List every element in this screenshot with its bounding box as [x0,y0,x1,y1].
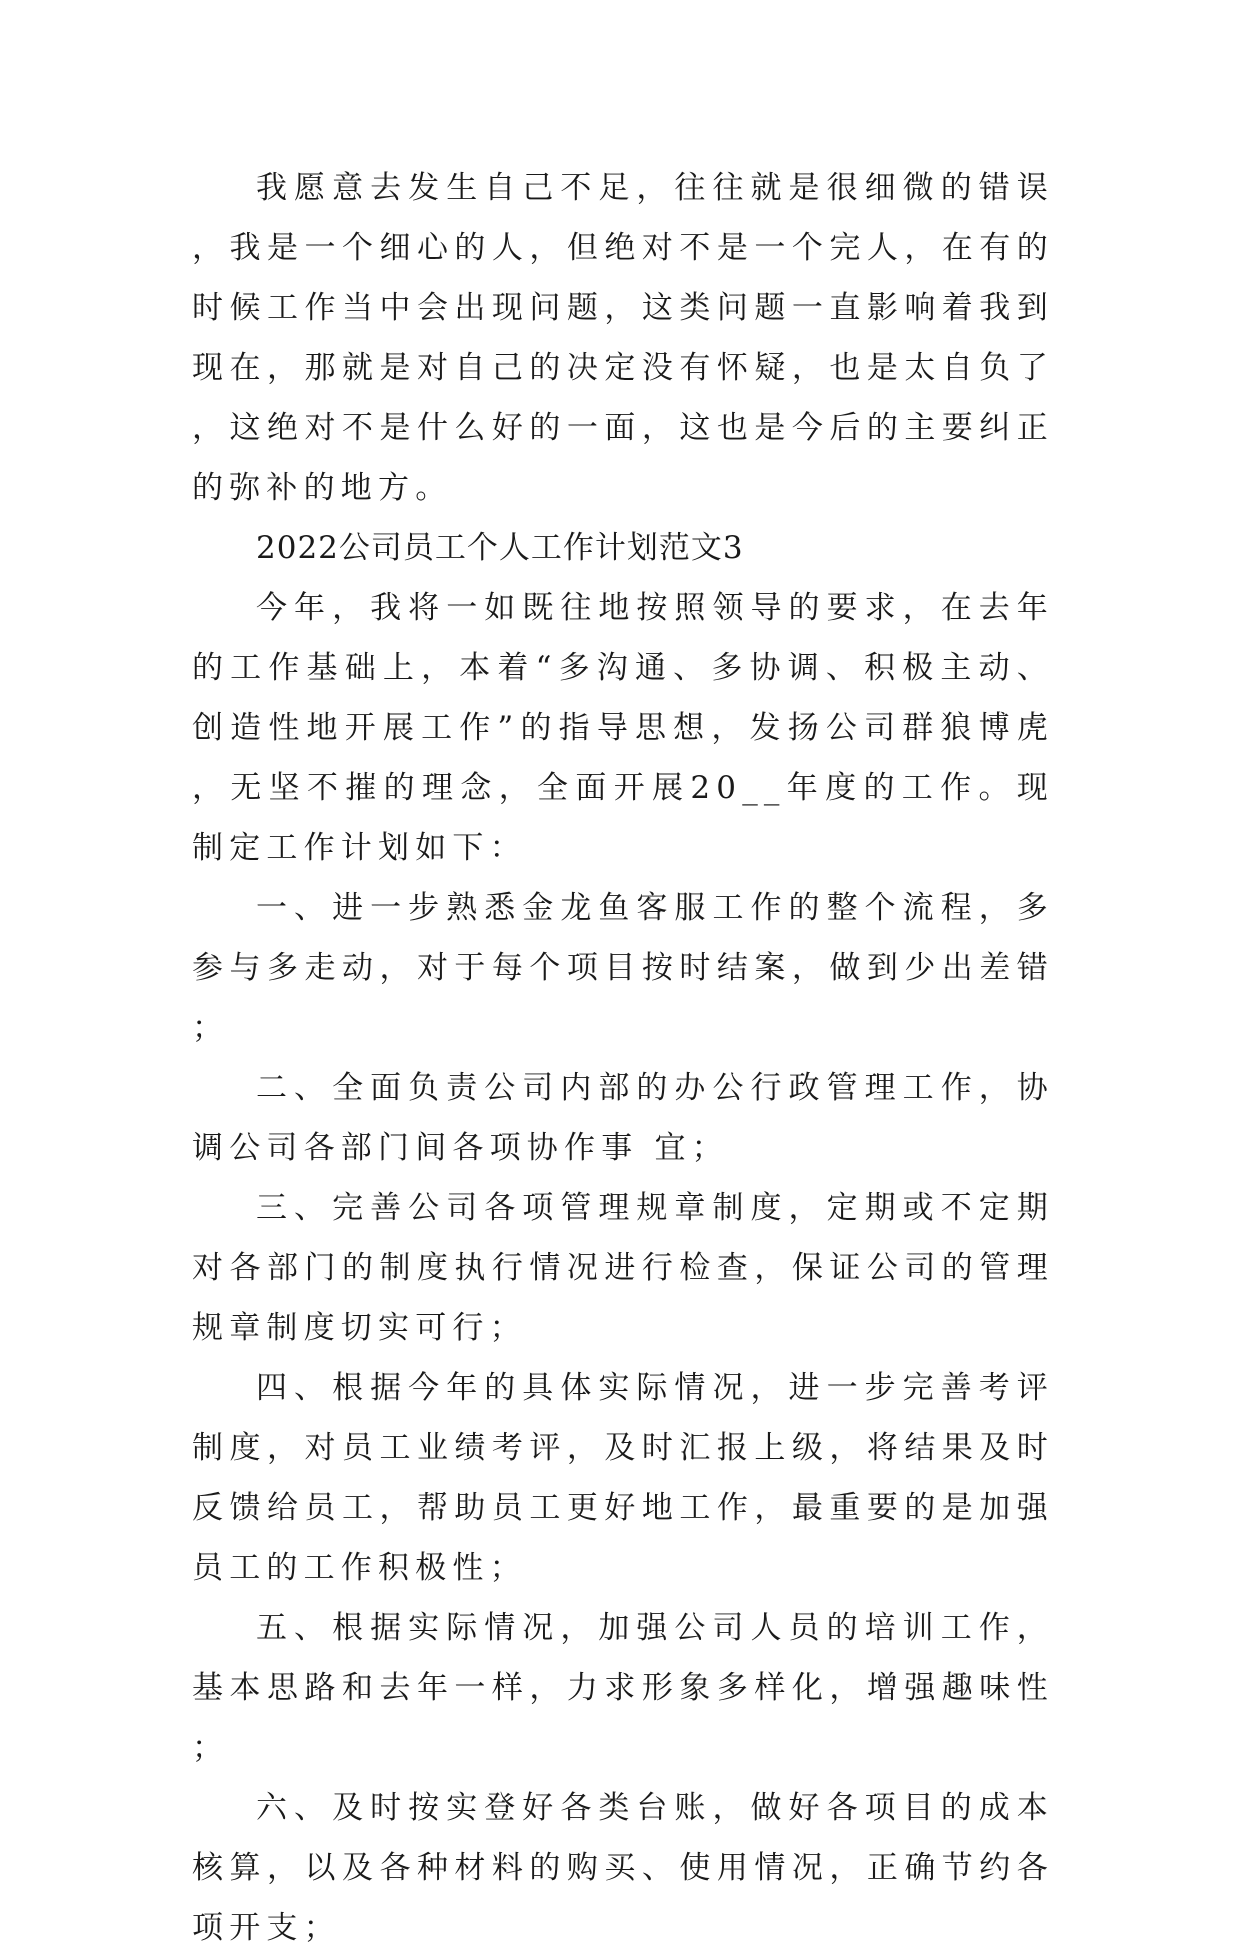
plan-item-1: 一、进一步熟悉金龙鱼客服工作的整个流程，多参与多走动，对于每个项目按时结案，做到少出差错； [192,890,1054,1046]
plan-item-6: 六、及时按实登好各类台账，做好各项目的成本核算，以及各种材料的购买、使用情况，正确节约各项开支； [192,1790,1054,1946]
paragraph-intro: 今年，我将一如既往地按照领导的要求，在去年的工作基础上，本着“多沟通、多协调、积极主动、创造性地开展工作”的指导思想，发扬公司群狼博虎，无坚不摧的理念，全面开展20__年度的工作。现制定工作计划如下： [192,590,1054,866]
plan-item-3: 三、完善公司各项管理规章制度，定期或不定期对各部门的制度执行情况进行检查，保证公司的管理规章制度切实可行； [192,1190,1054,1346]
document-body [192,158,1054,1958]
plan-item-2: 二、全面负责公司内部的办公行政管理工作，协调公司各部门间各项协作事 宜； [192,1070,1054,1166]
plan-item-4: 四、根据今年的具体实际情况，进一步完善考评制度，对员工业绩考评，及时汇报上级，将结果及时反馈给员工，帮助员工更好地工作，最重要的是加强员工的工作积极性； [192,1370,1054,1586]
section-heading: 2022公司员工个人工作计划范文3 [256,530,744,566]
paragraph-self-reflection: 我愿意去发生自己不足，往往就是很细微的错误，我是一个细心的人，但绝对不是一个完人，在有的时候工作当中会出现问题，这类问题一直影响着我到现在，那就是对自己的决定没有怀疑，也是太自负了，这绝对不是什么好的一面，这也是今后的主要纠正的弥补的地方。 [192,170,1054,506]
plan-item-5: 五、根据实际情况，加强公司人员的培训工作，基本思路和去年一样，力求形象多样化，增强趣味性； [192,1610,1054,1766]
